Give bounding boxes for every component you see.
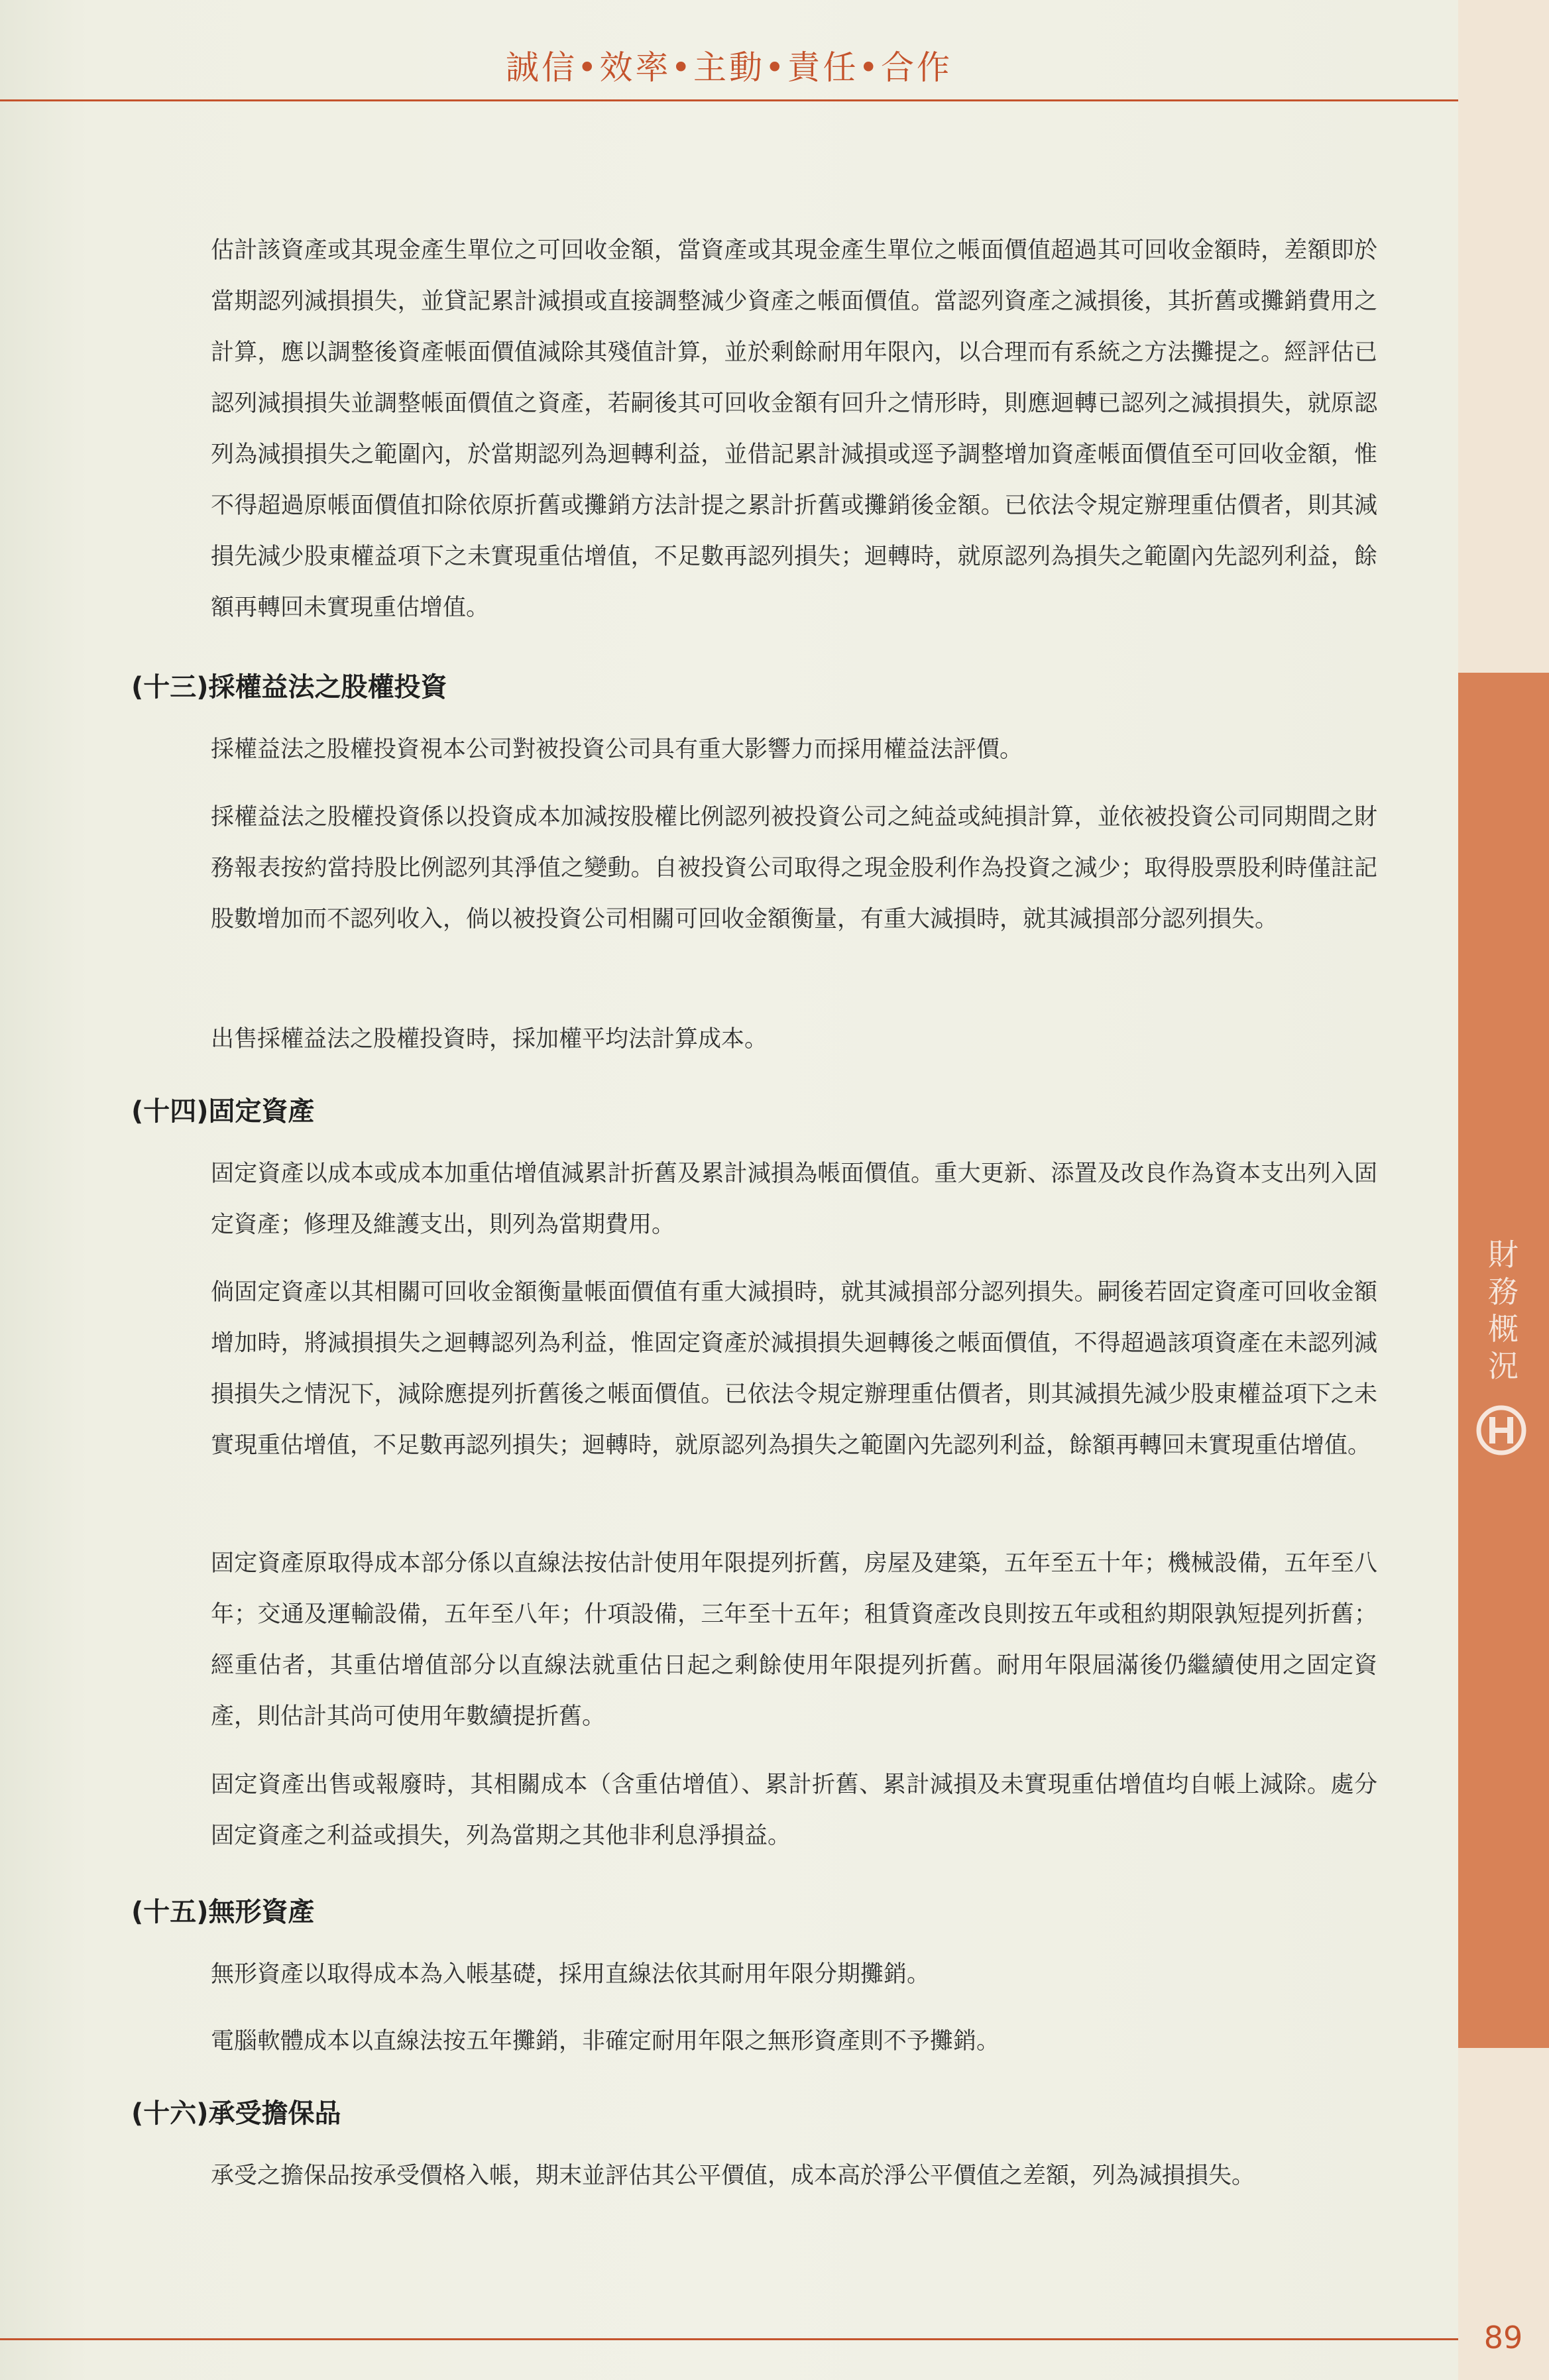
side-label-char: 況: [1488, 1348, 1519, 1384]
paragraph-14d: 固定資產出售或報廢時，其相關成本（含重估增值）、累計折舊、累計減損及未實現重估增值均自帳上減除。處分固定資產之利益或損失，列為當期之其他非利息淨損益。: [211, 1772, 1377, 1849]
paragraph-15b: 電腦軟體成本以直線法按五年攤銷，非確定耐用年限之無形資產則不予攤銷。: [211, 2028, 1000, 2055]
paragraph-14c: 固定資產原取得成本部分係以直線法按估計使用年限提列折舊，房屋及建築，五年至五十年；機械設備，五年至八年；交通及運輸設備，五年至八年；什項設備，三年至十五年；租賃資產改良則按五年或租約期限孰短提列折舊；經重估者，其重估增值部分以直線法就重估日起之剩餘使用年限提列折舊。耐用年限屆滿後仍繼續使用之固定資產，則估計其尚可使用年數續提折舊。: [211, 1550, 1377, 1730]
side-tab-top: [1458, 0, 1549, 673]
paragraph-14a: 固定資產以成本或成本加重估增值減累計折舊及累計減損為帳面價值。重大更新、添置及改良作為資本支出列入固定資產；修理及維護支出，則列為當期費用。: [211, 1161, 1377, 1238]
page-number: 89: [1483, 2320, 1523, 2355]
paragraph-13a: 採權益法之股權投資視本公司對被投資公司具有重大影響力而採用權益法評價。: [211, 736, 1023, 763]
section-heading-16: (十六)承受擔保品: [131, 2098, 341, 2129]
paragraph-impairment: 估計該資產或其現金產生單位之可回收金額，當資產或其現金產生單位之帳面價值超過其可回收金額時，差額即於當期認列減損損失，並貸記累計減損或直接調整減少資產之帳面價值。當認列資產之減損後，其折舊或攤銷費用之計算，應以調整後資產帳面價值減除其殘值計算，並於剩餘耐用年限內，以合理而有系統之方法攤提之。經評估已認列減損損失並調整帳面價值之資產，若嗣後其可回收金額有回升之情形時，則應迴轉已認列之減損損失，就原認列為減損損失之範圍內，於當期認列為迴轉利益，並借記累計減損或逕予調整增加資產帳面價值至可回收金額，惟不得超過原帳面價值扣除依原折舊或攤銷方法計提之累計折舊或攤銷後金額。已依法令規定辦理重估價者，則其減損先減少股東權益項下之未實現重估增值，不足數再認列損失；迴轉時，就原認列為損失之範圍內先認列利益，餘額再轉回未實現重估增值。: [211, 237, 1377, 621]
paragraph-16a: 承受之擔保品按承受價格入帳，期末並評估其公平價值，成本高於淨公平價值之差額，列為減損損失。: [211, 2163, 1255, 2189]
section-heading-14: (十四)固定資產: [131, 1096, 315, 1127]
section-heading-13: (十三)採權益法之股權投資: [131, 672, 447, 703]
paragraph-13b: 採權益法之股權投資係以投資成本加減按股權比例認列被投資公司之純益或純損計算，並依被投資公司同期間之財務報表按約當持股比例認列其淨值之變動。自被投資公司取得之現金股利作為投資之減少；取得股票股利時僅註記股數增加而不認列收入，倘以被投資公司相關可回收金額衡量，有重大減損時，就其減損部分認列損失。: [211, 804, 1377, 933]
section-heading-15: (十五)無形資產: [131, 1897, 315, 1927]
company-logo-icon: [1475, 1404, 1528, 1457]
side-label-char: 財: [1488, 1237, 1519, 1273]
paragraph-13c: 出售採權益法之股權投資時，採加權平均法計算成本。: [211, 1026, 768, 1052]
side-label-char: 務: [1488, 1274, 1519, 1310]
footer-rule: [0, 2338, 1458, 2340]
paragraph-15a: 無形資產以取得成本為入帳基礎，採用直線法依其耐用年限分期攤銷。: [211, 1961, 931, 1988]
header-motto: 誠信•效率•主動•責任•合作: [506, 48, 952, 87]
side-section-label: [1483, 1236, 1523, 1385]
side-label-char: 概: [1488, 1311, 1519, 1347]
paragraph-14b: 倘固定資產以其相關可回收金額衡量帳面價值有重大減損時，就其減損部分認列損失。嗣後若固定資產可回收金額增加時，將減損損失之迴轉認列為利益，惟固定資產於減損損失迴轉後之帳面價值，不得超過該項資產在未認列減損損失之情況下，減除應提列折舊後之帳面價值。已依法令規定辦理重估價者，則其減損先減少股東權益項下之未實現重估增值，不足數再認列損失；迴轉時，就原認列為損失之範圍內先認列利益，餘額再轉回未實現重估增值。: [211, 1279, 1377, 1459]
